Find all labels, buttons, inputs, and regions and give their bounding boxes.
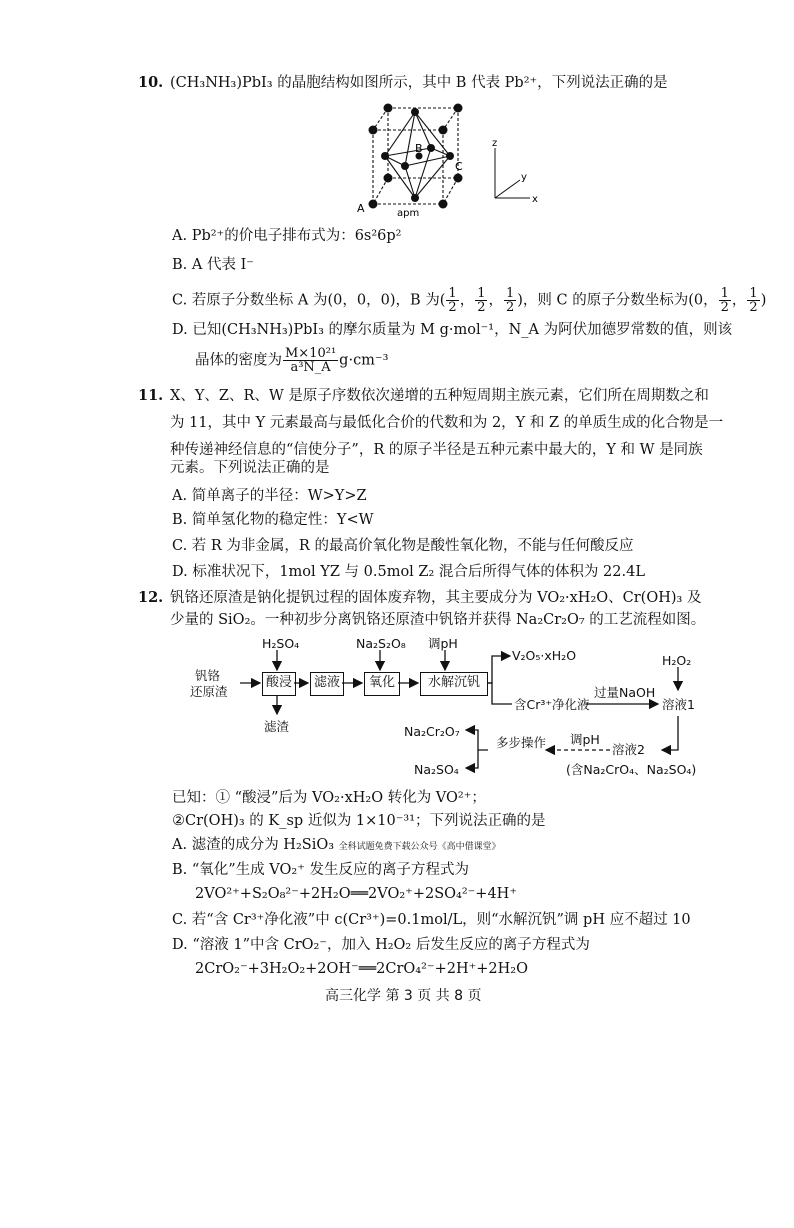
q10-option-a: A. Pb²⁺的价电子排布式为：6s²6p² [172, 228, 402, 244]
q10-stem: (CH₃NH₃)PbI₃ 的晶胞结构如图所示，其中 B 代表 Pb²⁺，下列说法正确的是 [170, 75, 668, 91]
q11-option-d: D. 标准状况下，1mol YZ 与 0.5mol Z₂ 混合后所得气体的体积为 22.4L [172, 564, 645, 580]
q12-known-1: 已知：① “酸浸”后为 VO₂·xH₂O 转化为 VO²⁺； [172, 790, 486, 806]
label-C: C [455, 160, 463, 173]
q12-line1: 钒铬还原渣是钠化提钒过程的固体废弃物，其主要成分为 VO₂·xH₂O、Cr(OH)₃ 及 [170, 590, 702, 606]
label-B: B [415, 142, 423, 155]
flow-naoh: 过量NaOH [594, 685, 656, 700]
q11-option-a: A. 简单离子的半径：W>Y>Z [172, 488, 367, 504]
watermark-text: 全科试题免费下载公众号《高中借课堂》 [338, 842, 501, 852]
axis-x: x [532, 194, 538, 205]
q12-option-c: C. 若“含 Cr³⁺净化液”中 c(Cr³⁺)=0.1mol/L，则“水解沉钒”调 pH 应不超过 10 [172, 912, 691, 928]
flow-h2o2: H₂O₂ [662, 653, 692, 668]
q10-option-c: C. 若原子分数坐标 A 为(0，0，0)，B 为( $\frac{1}{2}$ ， $\frac{1}{2}$ ， $\frac{1}{2}$ )，则 C 的原子分数坐标为(0， $\frac{1}{2}$ ， $\frac{1}{2}$ ) [172, 286, 767, 315]
flow-solution-1: 溶液1 [662, 697, 695, 712]
flow-adjust-ph-1: 调pH [428, 636, 458, 651]
q12-known-2: ②Cr(OH)₃ 的 K_sp 近似为 1×10⁻³¹；下列说法正确的是 [172, 813, 546, 829]
q12-option-a: A. 滤渣的成分为 H₂SiO₃ 全科试题免费下载公众号《高中借课堂》 [172, 837, 501, 853]
q10-number: 10. [138, 74, 164, 91]
q10-option-b: B. A 代表 I⁻ [172, 257, 254, 273]
flow-solution-2-note: (含Na₂CrO₄、Na₂SO₄) [566, 762, 697, 777]
flow-na2s2o8: Na₂S₂O₈ [356, 636, 406, 651]
q12-line2: 少量的 SiO₂。一种初步分离钒铬还原渣中钒铬并获得 Na₂Cr₂O₇ 的工艺流程如图。 [170, 612, 706, 628]
q12-option-b-line2: 2VO²⁺+S₂O₈²⁻+2H₂O══2VO₂⁺+2SO₄²⁻+4H⁺ [195, 886, 517, 902]
axis-z: z [492, 138, 498, 149]
flow-box-hydrolysis: 水解沉钒 [420, 672, 488, 696]
q12-option-b-line1: B. “氧化”生成 VO₂⁺ 发生反应的离子方程式为 [172, 862, 469, 878]
q11-option-c: C. 若 R 为非金属，R 的最高价氧化物是酸性氧化物，不能与任何酸反应 [172, 538, 634, 554]
axis-y: y [521, 172, 527, 183]
flow-product-na2so4: Na₂SO₄ [414, 762, 459, 777]
flow-start-line2: 还原渣 [190, 684, 228, 699]
q10-option-d-line2: 晶体的密度为 $\frac{\text{M×10²¹}}{\text{a³N\_A}}$ g·cm⁻³ [195, 346, 389, 375]
flow-multi-step: 多步操作 [496, 735, 547, 750]
q12-number: 12. [138, 589, 164, 606]
q11-option-b: B. 简单氢化物的稳定性：Y<W [172, 512, 374, 528]
flow-h2so4: H₂SO₄ [262, 636, 300, 651]
flow-box-filtrate: 滤液 [310, 672, 344, 696]
flow-residue: 滤渣 [264, 719, 290, 734]
label-apm: apm [397, 208, 420, 218]
q10-option-d-line1: D. 已知(CH₃NH₃)PbI₃ 的摩尔质量为 M g·mol⁻¹，N_A 为阿伏加德罗常数的值，则该 [172, 322, 733, 338]
flow-start-line1: 钒铬 [195, 668, 221, 683]
q11-number: 11. [138, 387, 164, 404]
page-footer: 高三化学 第 3 页 共 8 页 [325, 988, 482, 1004]
flow-solution-2: 溶液2 [612, 742, 645, 757]
q11-line2: 为 11，其中 Y 元素最高与最低化合价的代数和为 2，Y 和 Z 的单质生成的化合物是一 [170, 415, 724, 431]
q11-line1: X、Y、Z、R、W 是原子序数依次递增的五种短周期主族元素，它们所在周期数之和 [170, 388, 709, 404]
flow-adjust-ph-2: 调pH [570, 732, 600, 747]
label-A: A [357, 202, 365, 215]
flow-cr-liquid: 含Cr³⁺净化液 [514, 697, 590, 712]
q12-option-d-line1: D. “溶液 1”中含 CrO₂⁻，加入 H₂O₂ 后发生反应的离子方程式为 [172, 937, 590, 953]
flow-box-oxidize: 氧化 [364, 672, 400, 696]
q11-line4: 元素。下列说法正确的是 [170, 460, 330, 476]
q12-option-d-line2: 2CrO₂⁻+3H₂O₂+2OH⁻══2CrO₄²⁻+2H⁺+2H₂O [195, 961, 528, 977]
flow-box-acid-leach: 酸浸 [262, 672, 296, 696]
flow-v2o5: V₂O₅·xH₂O [512, 648, 577, 663]
q11-line3: 种传递神经信息的“信使分子”，R 的原子半径是五种元素中最大的，Y 和 W 是同族 [170, 442, 703, 458]
flow-product-na2cr2o7: Na₂Cr₂O₇ [404, 724, 460, 739]
